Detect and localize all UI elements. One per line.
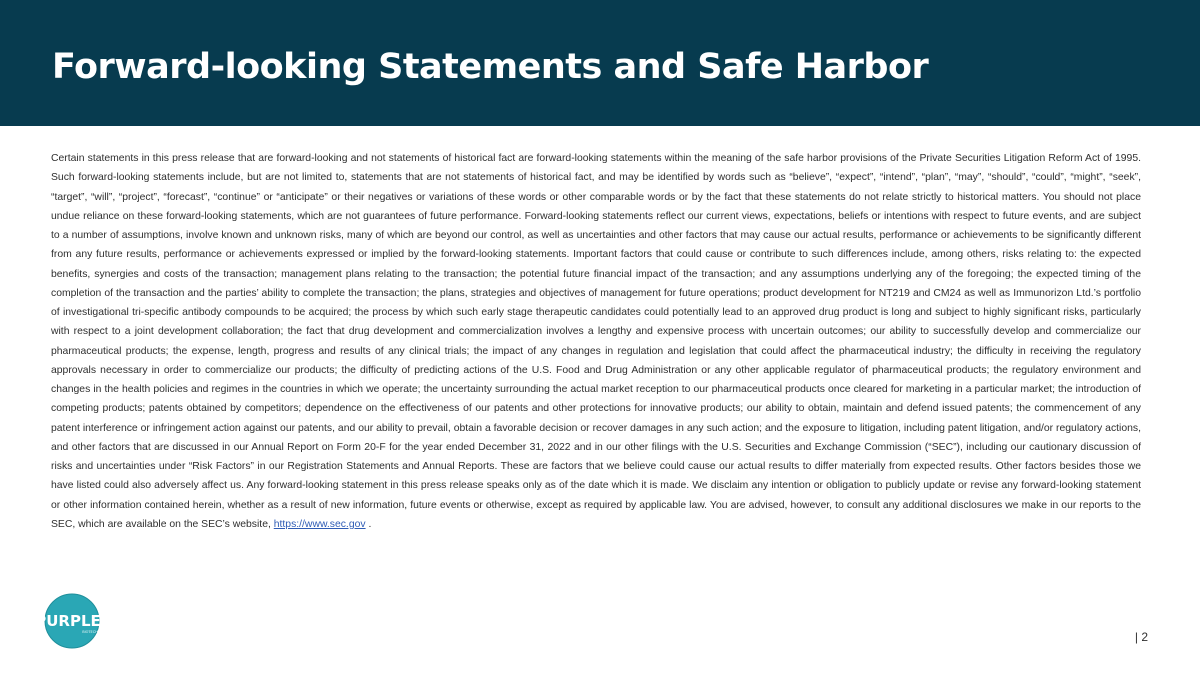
paragraph-end: . xyxy=(365,518,372,530)
purple-logo-icon xyxy=(30,592,106,652)
logo-subtext: BIOTECH xyxy=(82,630,98,634)
page-number: | 2 xyxy=(1134,630,1148,644)
purple-biotech-logo xyxy=(30,592,106,652)
safe-harbor-paragraph xyxy=(51,149,1141,534)
title-banner xyxy=(0,0,1200,126)
sec-website-link[interactable]: https://www.sec.gov xyxy=(273,518,366,530)
page-title: Forward-looking Statements and Safe Harbor xyxy=(52,47,929,87)
safe-harbor-text: Certain statements in this press release that are forward-looking and not statements of historical fact are forward-looking statements within the meaning of the safe harbor provisions of the Private Securities Litigation Reform Act of 1995. Such forward-looking statements include, but are not limited to, statements that are not statements of historical fact, and may be identified by words such as “believe”, “expect”, “intend”, “plan”, “may”, “should”, “could”, “might”, “seek”, “target”, “will”, “project”, “forecast”, “continue” or “anticipate” or their negatives or variations of these words or other comparable words or by the fact that these statements do not relate strictly to historical matters. You should not place undue reliance on these forward-looking statements, which are not guarantees of future performance. Forward-looking statements reflect our current views, expectations, beliefs or intentions with respect to future events, and are subject to a number of assumptions, involve known and unknown risks, many of which are beyond our control, as well as uncertainties and other factors that may cause our actual results, performance or achievements to be significantly different from any future results, performance or achievements expressed or implied by the forward-looking statements. Important factors that could cause or contribute to such differences include, among others, risks relating to: the expected benefits, synergies and costs of the transaction; management plans relating to the transaction; the potential future financial impact of the transaction; and any assumptions underlying any of the foregoing; the expected timing of the completion of the transaction and the parties’ ability to complete the transaction; the plans, strategies and objectives of management for future operations; product development for NT219 and CM24 as well as Immunorizon Ltd.’s portfolio of investigational tri-specific antibody compounds to be acquired; the process by which such early stage therapeutic candidates could potentially lead to an approved drug product is long and subject to highly significant risks, particularly with respect to a joint development collaboration; the fact that drug development and commercialization involves a lengthy and expensive process with uncertain outcomes; our ability to successfully develop and commercialize our pharmaceutical products; the expense, length, progress and results of any clinical trials; the impact of any changes in regulation and legislation that could affect the pharmaceutical industry; the difficulty in receiving the regulatory approvals necessary in order to commercialize our products; the difficulty of predicting actions of the U.S. Food and Drug Administration or any other applicable regulator of pharmaceutical products; the regulatory environment and changes in the health policies and regimes in the countries in which we operate; the uncertainty surrounding the actual market reception to our pharmaceutical products once cleared for marketing in a particular market; the introduction of competing products; patents obtained by competitors; dependence on the effectiveness of our patents and other protections for innovative products; our ability to obtain, maintain and defend issued patents; the commencement of any patent interference or infringement action against our patents, and our ability to prevail, obtain a favorable decision or recover damages in any such action; and the exposure to litigation, including patent litigation, and/or regulatory actions, and other factors that are discussed in our Annual Report on Form 20-F for the year ended December 31, 2022 and in our other filings with the U.S. Securities and Exchange Commission (“SEC”), including our cautionary discussion of risks and uncertainties under “Risk Factors” in our Registration Statements and Annual Reports. These are factors that we believe could cause our actual results to differ materially from expected results. Other factors besides those we have listed could also adversely affect us. Any forward-looking statement in this press release speaks only as of the date which it is made. We disclaim any intention or obligation to publicly update or revise any forward-looking statement or other information contained herein, whether as a result of new information, future events or otherwise, except as required by applicable law. You are advised, however, to consult any additional disclosures we make in our reports to the SEC, which are available on the SEC’s website, xyxy=(51,153,1141,530)
logo-wordmark: PURPLE xyxy=(35,612,101,630)
